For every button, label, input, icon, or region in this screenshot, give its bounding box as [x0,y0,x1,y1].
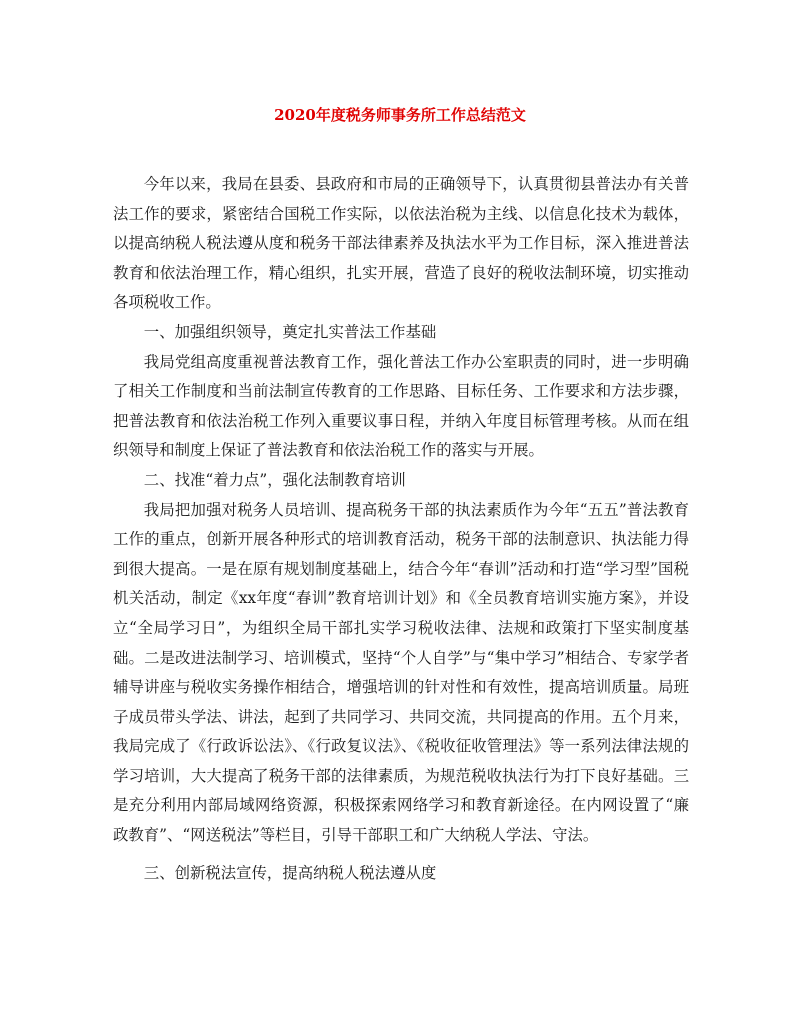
document-title: 2020年度税务师事务所工作总结范文 [274,106,526,124]
paragraph-section-1: 我局党组高度重视普法教育工作，强化普法工作办公室职责的同时，进一步明确了相关工作制度和当前法制宣传教育的工作思路、目标任务、工作要求和方法步骤，把普法教育和依法治税工作列入重要议事日程，并纳入年度目标管理考核。从而在组织领导和制度上保证了普法教育和依法治税工作的落实与开展。 [113,352,689,460]
section-heading-2: 二、找准“着力点”，强化法制教育培训 [143,470,406,489]
paragraph-intro: 今年以来，我局在县委、县政府和市局的正确领导下，认真贯彻县普法办有关普法工作的要求，紧密结合国税工作实际，以依法治税为主线、以信息化技术为载体，以提高纳税人税法遵从度和税务干部法律素养及执法水平为工作目标，深入推进普法教育和依法治理工作，精心组织，扎实开展，营造了良好的税收法制环境，切实推动各项税收工作。 [113,175,689,312]
section-heading-1: 一、加强组织领导，奠定扎实普法工作基础 [143,322,437,341]
paragraph-section-2: 我局把加强对税务人员培训、提高税务干部的执法素质作为今年“五五”普法教育工作的重点，创新开展各种形式的培训教育活动，税务干部的法制意识、执法能力得到很大提高。一是在原有规划制度基础上，结合今年“春训”活动和打造“学习型”国税机关活动，制定《xx年度“春训”教育培训计划》和《全员教育培训实施方案》，并设立“全局学习日”，为组织全局干部扎实学习税收法律、法规和政策打下坚实制度基础。二是改进法制学习、培训模式，坚持“个人自学”与“集中学习”相结合、专家学者辅导讲座与税收实务操作相结合，增强培训的针对性和有效性，提高培训质量。局班子成员带头学法、讲法，起到了共同学习、共同交流，共同提高的作用。五个月来，我局完成了《行政诉讼法》、《行政复议法》、《税收征收管理法》等一系列法律法规的学习培训，大大提高了税务干部的法律素质，为规范税收执法行为打下良好基础。三是充分利用内部局域网络资源，积极探索网络学习和教育新途径。在内网设置了“廉政教育”、“网送税法”等栏目，引导干部职工和广大纳税人学法、守法。 [113,500,689,845]
section-heading-3: 三、创新税法宣传，提高纳税人税法遵从度 [143,863,437,882]
document-body [113,170,689,888]
